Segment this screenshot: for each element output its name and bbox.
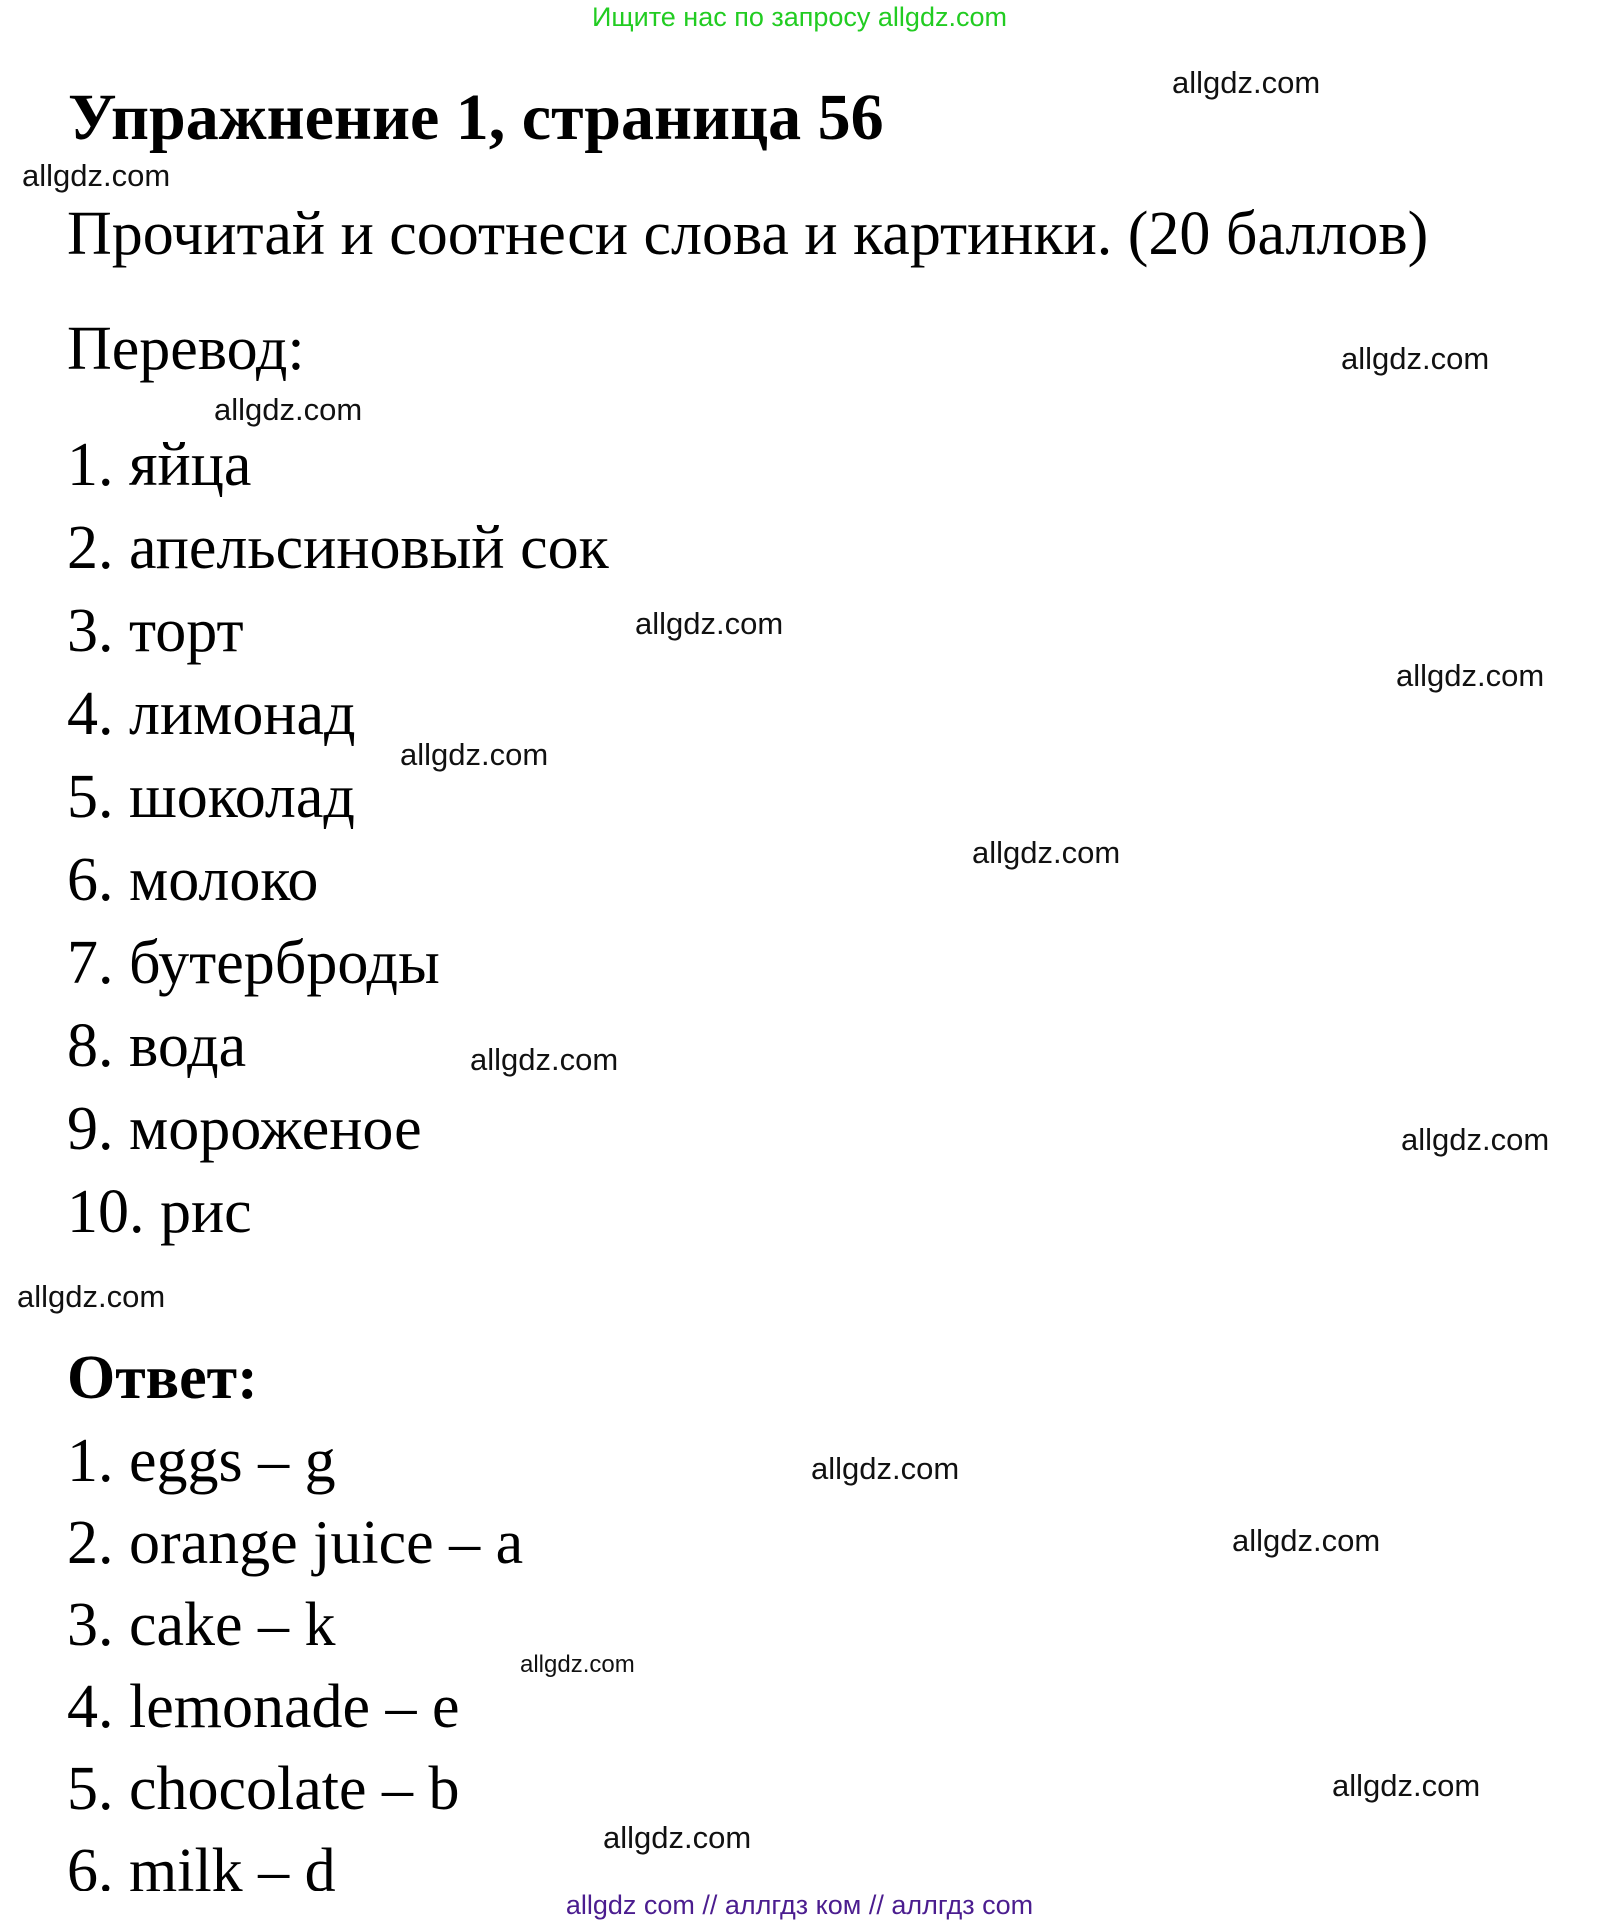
watermark: allgdz.com [400, 737, 549, 772]
watermark: allgdz.com [603, 1820, 752, 1855]
translation-heading: Перевод: [67, 315, 305, 383]
answer-item: 3. cake – k [67, 1591, 336, 1659]
list-item: 8. вода [67, 1012, 247, 1080]
watermark: allgdz.com [1341, 341, 1490, 376]
list-item: 7. бутерброды [67, 929, 440, 997]
watermark: allgdz.com [17, 1279, 166, 1314]
watermark: allgdz.com [1401, 1122, 1550, 1157]
answer-item: 5. chocolate – b [67, 1755, 460, 1823]
answer-item: 6. milk – d [67, 1837, 336, 1891]
watermark: allgdz.com [520, 1651, 635, 1678]
watermark: allgdz.com [635, 606, 784, 641]
list-item: 10. рис [67, 1178, 252, 1246]
watermark: allgdz.com [972, 835, 1121, 870]
page-title: Упражнение 1, страница 56 [68, 81, 884, 154]
answer-heading: Ответ: [67, 1344, 258, 1412]
watermark: allgdz.com [1232, 1523, 1381, 1558]
list-item: 3. торт [67, 597, 244, 665]
list-item: 5. шоколад [67, 763, 355, 831]
instruction: Прочитай и соотнеси слова и картинки. (20 баллов) [67, 200, 1429, 268]
list-item: 2. апельсиновый сок [67, 514, 609, 582]
watermark: allgdz.com [1396, 658, 1545, 693]
watermark: allgdz.com [214, 392, 363, 427]
watermark: allgdz.com [811, 1451, 960, 1486]
bottom-banner: allgdz com // аллгдз ком // аллгдз com [565, 1890, 1034, 1920]
watermark: allgdz.com [22, 158, 171, 193]
answer-item: 4. lemonade – e [67, 1673, 460, 1741]
list-item: 6. молоко [67, 846, 319, 914]
list-item: 9. мороженое [67, 1095, 422, 1163]
watermark: allgdz.com [470, 1042, 619, 1077]
list-item: 4. лимонад [67, 680, 356, 748]
answer-item: 1. eggs – g [67, 1427, 336, 1495]
answer-item: 2. orange juice – a [67, 1509, 524, 1577]
watermark: allgdz.com [1172, 65, 1321, 100]
watermark: allgdz.com [1332, 1768, 1481, 1803]
top-banner: Ищите нас по запросу allgdz.com [592, 2, 1007, 32]
list-item: 1. яйца [67, 431, 252, 499]
